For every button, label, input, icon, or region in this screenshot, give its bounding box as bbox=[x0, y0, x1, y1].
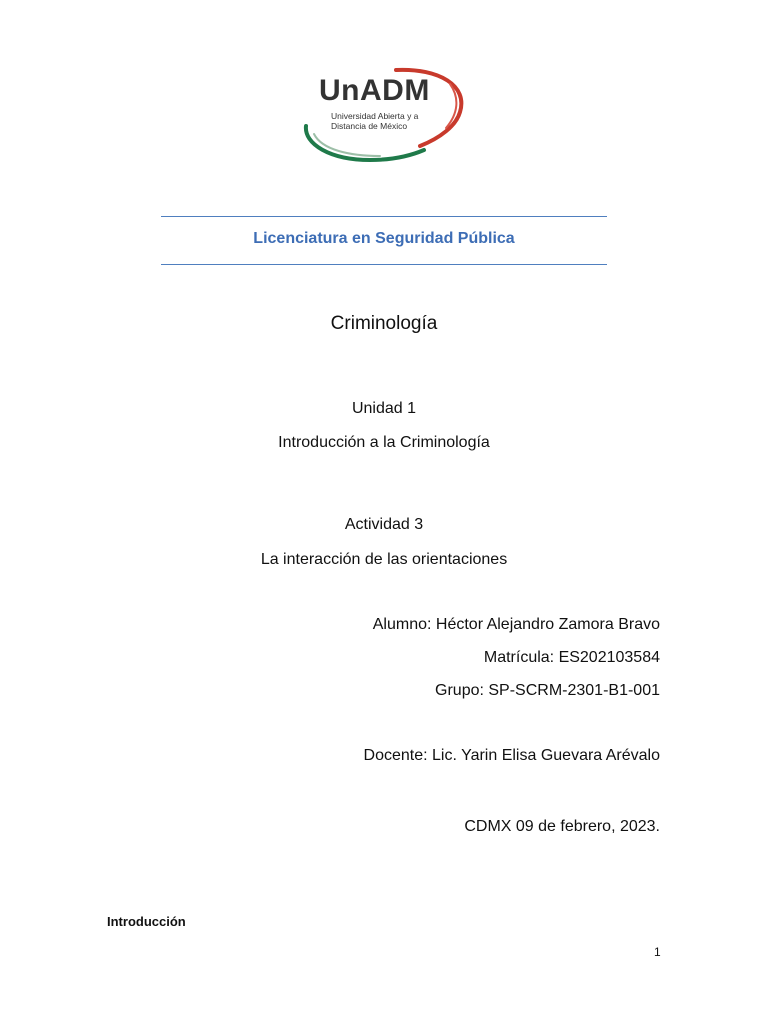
activity-label: Actividad 3 bbox=[344, 516, 424, 533]
section-heading: Introducción bbox=[107, 914, 186, 929]
logo-subtitle-line1: Universidad Abierta y a bbox=[331, 111, 419, 121]
student-group: Grupo: SP-SCRM-2301-B1-001 bbox=[435, 682, 660, 699]
logo-subtitle bbox=[331, 111, 431, 131]
page-number: 1 bbox=[654, 945, 661, 959]
subject-title: Criminología bbox=[330, 313, 438, 334]
logo-title: UnADM bbox=[319, 74, 430, 107]
unit-title: Introducción a la Criminología bbox=[278, 434, 490, 451]
student-id: Matrícula: ES202103584 bbox=[483, 649, 660, 666]
unadm-logo bbox=[300, 64, 468, 164]
unit-label: Unidad 1 bbox=[351, 400, 417, 417]
bottom-divider bbox=[161, 264, 607, 265]
top-divider bbox=[161, 216, 607, 217]
program-title: Licenciatura en Seguridad Pública bbox=[253, 230, 515, 247]
logo-subtitle-line2: Distancia de México bbox=[331, 121, 408, 131]
document-date: CDMX 09 de febrero, 2023. bbox=[464, 818, 660, 835]
teacher-name: Docente: Lic. Yarin Elisa Guevara Arévalo bbox=[363, 747, 660, 764]
student-name: Alumno: Héctor Alejandro Zamora Bravo bbox=[372, 616, 660, 633]
activity-title: La interacción de las orientaciones bbox=[260, 551, 508, 568]
